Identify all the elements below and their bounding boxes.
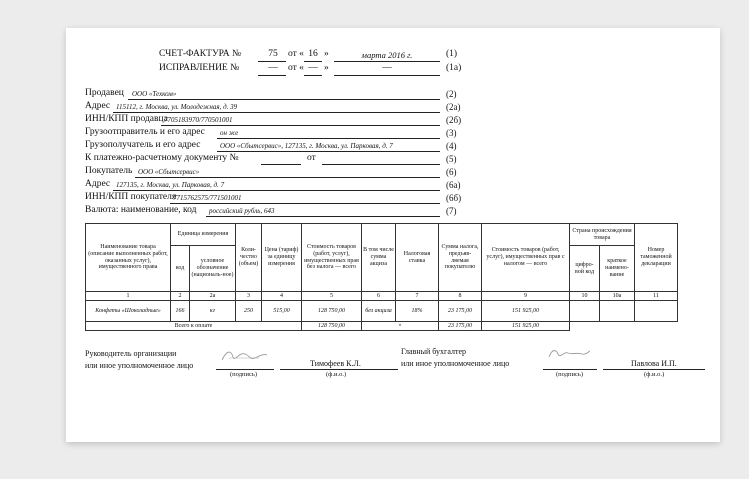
director-name: Тимофеев К.Л.: [310, 359, 361, 368]
correction-number: —: [268, 63, 278, 73]
correction-date: —: [382, 63, 392, 73]
accountant-name: Павлова И.П.: [631, 359, 677, 368]
column-numbers-row: 1 2 2а 3 4 5 6 7 8 9 10 10а 11: [86, 292, 678, 301]
invoice-code: (1): [446, 49, 458, 59]
header-country: Страна происхождения товара: [570, 224, 635, 246]
correction-close-quote: »: [324, 63, 329, 73]
invoice-number: 75: [268, 49, 278, 59]
header-cost-no-tax: Стоимость товаров (работ, услуг), имущественных прав без налога — всего: [302, 224, 362, 292]
director-name-caption: (ф.и.о.): [326, 371, 347, 378]
director-signature-caption: (подпись): [230, 371, 257, 378]
invoice-day: 16: [308, 49, 318, 59]
correction-code: (1а): [446, 63, 462, 73]
accountant-signature: [546, 346, 592, 362]
date-from-label: от «: [288, 49, 304, 59]
invoice-title: СЧЕТ-ФАКТУРА №: [159, 49, 242, 59]
header-rate: Налоговая ставка: [396, 224, 439, 292]
header-customs: Номер таможенной декларации: [635, 224, 678, 292]
director-label-2: или иное уполномоченное лицо: [85, 361, 194, 370]
correction-title: ИСПРАВЛЕНИЕ №: [159, 63, 240, 73]
director-label-1: Руководитель организации: [85, 349, 177, 358]
correction-day: —: [308, 63, 318, 73]
accountant-signature-caption: (подпись): [556, 371, 583, 378]
header-unit-name: условное обозначение (националь-ное): [190, 246, 236, 292]
total-label: Всего к оплате: [86, 322, 302, 331]
header-unit-code: код: [171, 246, 190, 292]
header-unit: Единица измерения: [171, 224, 236, 246]
director-signature: [219, 348, 269, 364]
header-country-code: цифро-вой код: [570, 246, 600, 292]
accountant-label-2: или иное уполномоченное лицо: [401, 359, 510, 368]
accountant-label-1: Главный бухгалтер: [401, 347, 466, 356]
header-tax-sum: Сумма налога, предъяв-ляемая покупателю: [439, 224, 482, 292]
header-qty: Коли-чество (объем): [236, 224, 262, 292]
accountant-name-caption: (ф.и.о.): [644, 371, 665, 378]
header-excise: В том числе сумма акциза: [362, 224, 396, 292]
header-name: Наименование товара (описание выполненных работ, оказанных услуг), имущественного права: [86, 224, 171, 292]
date-close-quote: »: [324, 49, 329, 59]
table-row: Конфеты «Шоколадные» 166 кг 250 515,00 128 750,00 без акциза 18% 23 175,00 151 925,00: [86, 301, 678, 322]
header-cost-with-tax: Стоимость товаров (работ, услуг), имущественных прав с налогом — всего: [482, 224, 570, 292]
header-country-name: краткое наимено-вание: [600, 246, 635, 292]
invoice-table: [85, 223, 678, 331]
invoice-month-year: марта 2016 г.: [361, 50, 413, 60]
correction-from-label: от «: [288, 63, 304, 73]
total-row: Всего к оплате 128 750,00 × 23 175,00 151 925,00: [86, 322, 678, 331]
header-price: Цена (тариф) за единицу измерения: [262, 224, 302, 292]
invoice-sheet: СЧЕТ-ФАКТУРА № 75 от « 16 » марта 2016 г. (1) ИСПРАВЛЕНИЕ № — от « — » — (1а) Продавец ООО «Техком» (2) Адрес 115112, г. Москва, ул. Молодежная, д. 39 (2а) ИНН/КПП продавца 7705183970/770501001 (2б) Грузоотправитель и его адрес он же (3) Грузополучатель и его адрес ООО «Сбытсервис», 127135, г. Москва, ул. Парковая, д. 7 (4) К платежно-расчетному документу № от (5) Покупатель ООО «Сбытсервис» (6) Адрес 127135, г. Москва, ул. Парковая, д. 7 (6а) ИНН/КПП покупателя 7715762575/771501001 (6б) Валюта: наименование, код российский рубль, 643 (7) Наименование товара (описание выполненных работ, оказанных услуг), имущественного права Единица измерения Коли-чество (объем) Цена (тариф) за единицу измерения Стоимость товаров (работ, услуг), имущественных прав без налога — всего В том числе сумма акциза Налоговая ставка Сумма налога, предъяв-ляемая покупателю Стоимость товаров (работ, услуг), имущественных прав с налогом — всего Страна происхождения товара Номер таможенной декларации код условное обозначение (националь-ное) цифро-вой код краткое наимено-вание 1 2 2а 3 4 5 6 7 8 9 10 10а 11 Конфеты «Шоколадные» 166 кг 250 515,00 128 750,00 без акциза 18% 23 175,00 151 925,00 Всего к оплате 128 750,00 × 23 175,00 151 925,00 Руководитель организации или иное уполномоченное лицо (подпись) Тимофеев К.Л. (ф.и.о.) Главный бухгалтер или иное уполномоченное лицо (подпись) Павлова И.П. (ф.и.о.): [66, 28, 720, 442]
